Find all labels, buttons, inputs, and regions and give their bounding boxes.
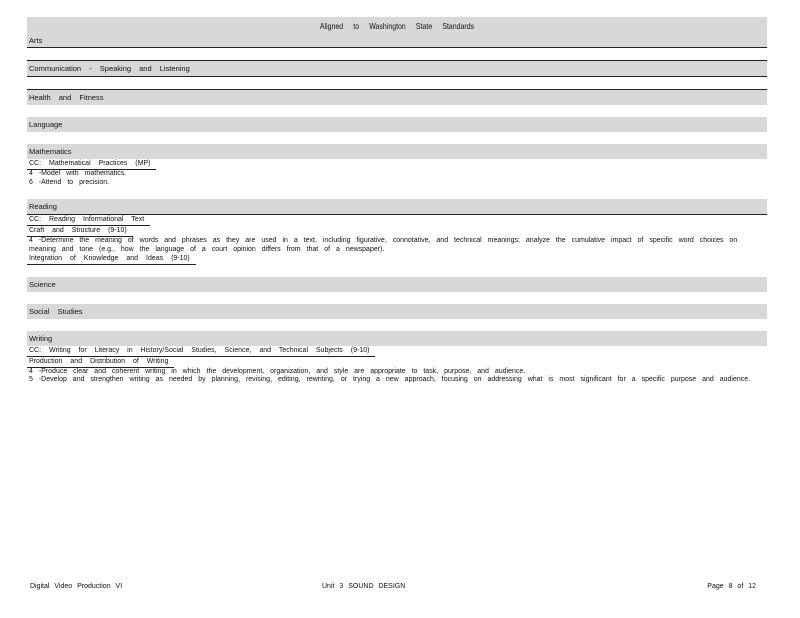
writing-item-5: 5 -Develop and strengthen writing as needed by planning, revising, editing, rewriting, or trying a new approach, focusing on addressing what is most significant for a specific purpose and audience. (29, 376, 751, 384)
standards-page (27, 17, 767, 385)
reading-item-4: 4 -Determine the meaning of words and phrases as they are used in a text, including figurative, connotative, and technical meanings; analyze the cumulative impact of specific word choices on meaning and tone (e.g., how the language of a court opinion differs from that of a newspaper). (29, 236, 738, 253)
writing-subheading: CC: Writing for Literacy in History/Social Studies, Science, and Technical Subjects (9-10) (27, 347, 375, 357)
section-mathematics: Mathematics (27, 144, 767, 159)
section-science: Science (27, 277, 767, 292)
math-item-6: 6 -Attend to precision. (29, 178, 110, 186)
title-bar (27, 17, 767, 48)
footer-course: Digital Video Production VI (30, 583, 123, 590)
writing-item-4: 4 -Produce clear and coherent writing in which the development, organization, and style are appropriate to task, purpose, and audience. (29, 367, 526, 375)
section-social-studies: Social Studies (27, 304, 767, 319)
math-item-4: 4 -Model with mathematics. (29, 169, 127, 177)
section-reading: Reading (27, 199, 767, 215)
writing-production: Production and Distribution of Writing (27, 358, 174, 368)
reading-subheading: CC: Reading Informational Text (27, 216, 150, 226)
math-subheading: CC: Mathematical Practices (MP) (27, 160, 156, 170)
reading-integration: Integration of Knowledge and Ideas (9-10) (27, 255, 196, 265)
footer-page-number: Page 8 of 12 (707, 583, 756, 590)
section-health: Health and Fitness (27, 89, 767, 105)
footer-unit: Unit 3 SOUND DESIGN (322, 583, 406, 590)
reading-craft-structure: Craft and Structure (9-10) (27, 227, 133, 237)
section-communication: Communication - Speaking and Listening (27, 60, 767, 77)
section-language: Language (27, 117, 767, 132)
section-arts: Arts (29, 36, 43, 45)
page-title: Aligned to Washington State Standards (319, 21, 475, 31)
section-writing: Writing (27, 331, 767, 346)
